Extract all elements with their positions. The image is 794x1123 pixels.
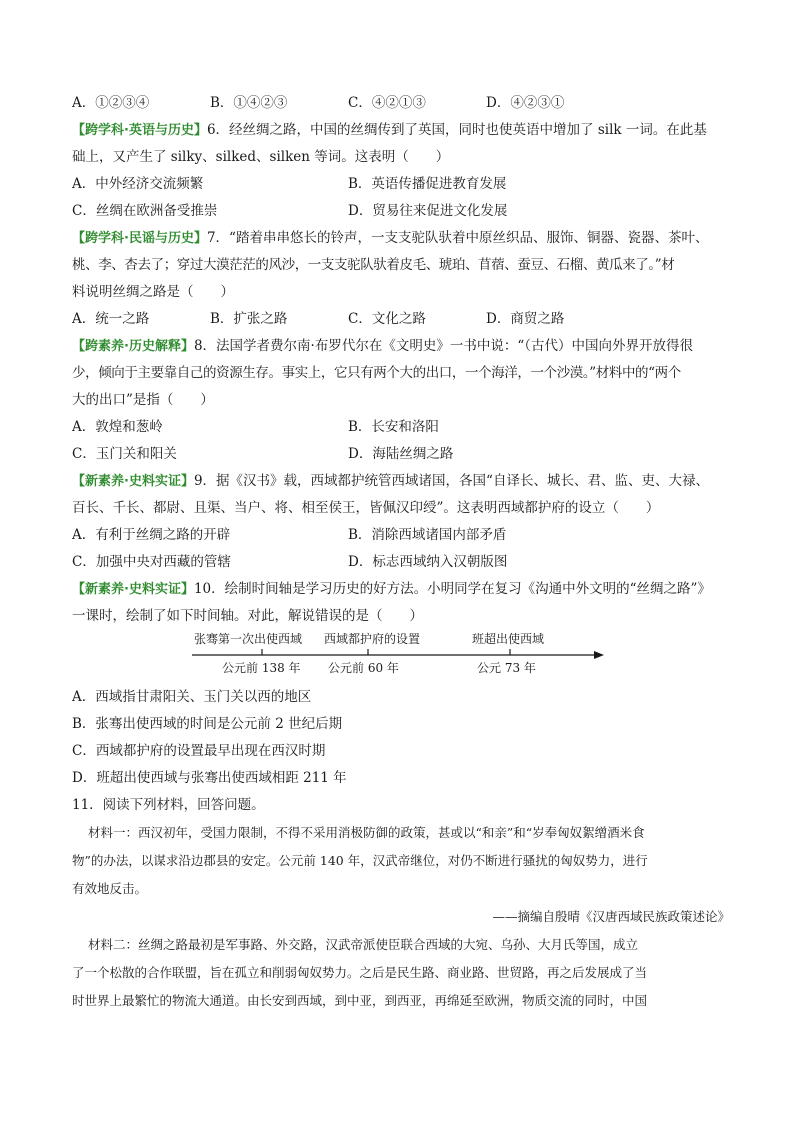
q7-option-a[interactable]: A．统一之路 bbox=[72, 311, 150, 327]
timeline-date-1: 公元前 138 年 bbox=[222, 661, 301, 675]
q8-option-a[interactable]: A．敦煌和葱岭 bbox=[72, 419, 163, 435]
q9-line1 bbox=[72, 468, 742, 495]
q8-line2: 少，倾向于主要靠自己的资源生存。事实上，它只有两个大的出口，一个海洋，一个沙漠。”材料中的“两个 bbox=[72, 365, 681, 381]
q11-stem: 11．阅读下列材料，回答问题。 bbox=[72, 797, 265, 813]
timeline-date-2: 公元前 60 年 bbox=[328, 661, 399, 675]
timeline-date-3: 公元 73 年 bbox=[477, 661, 536, 675]
q5-option-d[interactable]: D．④②③① bbox=[486, 95, 565, 111]
q6-options-row2 bbox=[72, 198, 742, 225]
q7-option-c[interactable]: C．文化之路 bbox=[348, 311, 426, 327]
q10-text: 10．绘制时间轴是学习历史的好方法。小明同学在复习《沟通中外文明的“丝绸之路”》 bbox=[193, 581, 711, 597]
q5-option-a[interactable]: A．①②③④ bbox=[72, 95, 150, 111]
q8-text: 8．法国学者费尔南·布罗代尔在《文明史》一书中说：“（古代）中国向外界开放得很 bbox=[193, 338, 693, 354]
q10-option-b[interactable]: B．张骞出使西域的时间是公元前 2 世纪后期 bbox=[72, 716, 343, 732]
timeline-event-3: 班超出使西域 bbox=[472, 632, 545, 646]
q5-options bbox=[72, 90, 742, 117]
q11-material-2 bbox=[72, 931, 742, 1015]
q6-tag: 【跨学科·英语与历史】 bbox=[72, 123, 207, 138]
q7-option-b[interactable]: B．扩张之路 bbox=[210, 311, 288, 327]
q9-option-b[interactable]: B．消除西域诸国内部矛盾 bbox=[348, 527, 507, 543]
q9-text: 9．据《汉书》载，西域都护统管西域诸国，各国“自译长、城长、君、监、吏、大禄、 bbox=[193, 473, 709, 489]
q10-option-a[interactable]: A．西域指甘肃阳关、玉门关以西的地区 bbox=[72, 689, 312, 705]
q9-option-d[interactable]: D．标志西域纳入汉朝版图 bbox=[348, 554, 508, 570]
q11-m1-line1: 材料一：西汉初年，受国力限制，不得不采用消极防御的政策，甚或以“和亲”和“岁奉匈奴絮缯酒米食 bbox=[88, 825, 645, 840]
timeline-event-2: 西域都护府的设置 bbox=[324, 632, 421, 646]
q10-option-c[interactable]: C．西域都护府的设置最早出现在西汉时期 bbox=[72, 743, 326, 759]
q6-option-b[interactable]: B．英语传播促进教育发展 bbox=[348, 176, 507, 192]
q6-options-row1 bbox=[72, 171, 742, 198]
q8-option-d[interactable]: D．海陆丝绸之路 bbox=[348, 446, 454, 462]
q7-text: 7．“踏着串串悠长的铃声，一支支驼队驮着中原丝织品、服饰、铜器、瓷器、茶叶、 bbox=[206, 230, 709, 246]
q7-line1 bbox=[72, 225, 742, 252]
q10-tag: 【新素养·史料实证】 bbox=[72, 582, 194, 597]
q9-options-row1 bbox=[72, 522, 742, 549]
timeline-event-1: 张骞第一次出使西域 bbox=[194, 632, 303, 646]
q6-option-a[interactable]: A．中外经济交流频繁 bbox=[72, 176, 204, 192]
q6-line1 bbox=[72, 117, 742, 144]
q11-m1-source: ——摘编自殷晴《汉唐西域民族政策述论》 bbox=[492, 909, 730, 924]
q8-tag: 【跨素养·历史解释】 bbox=[72, 339, 194, 354]
q9-line2: 百长、千长、都尉、且渠、当户、将、相至侯王，皆佩汉印绶”。这表明西域都护府的设立（ ） bbox=[72, 500, 660, 516]
q10-line2: 一课时，绘制了如下时间轴。对此，解说错误的是（ ） bbox=[72, 608, 423, 624]
q6-option-d[interactable]: D．贸易往来促进文化发展 bbox=[348, 203, 508, 219]
q11-m1-line3: 有效地反击。 bbox=[72, 881, 148, 896]
timeline bbox=[72, 632, 742, 682]
q9-options-row2 bbox=[72, 549, 742, 576]
q8-line1 bbox=[72, 333, 742, 360]
q8-options-row1 bbox=[72, 414, 742, 441]
q11-m2-line3: 时世界上最繁忙的物流大通道。由长安到西域，到中亚，到西亚，再绵延至欧洲，物质交流的同时，中国 bbox=[72, 993, 648, 1008]
q7-line2: 桃、李、杏去了；穿过大漠茫茫的风沙，一支支驼队驮着皮毛、琥珀、苜蓿、蚕豆、石榴、黄瓜来了。”材 bbox=[72, 257, 675, 273]
timeline-arrow-icon bbox=[594, 651, 604, 659]
q6-option-c[interactable]: C．丝绸在欧洲备受推崇 bbox=[72, 203, 218, 219]
q7-option-d[interactable]: D．商贸之路 bbox=[486, 311, 565, 327]
q9-option-c[interactable]: C．加强中央对西藏的管辖 bbox=[72, 554, 231, 570]
q7-options bbox=[72, 306, 742, 333]
q8-option-b[interactable]: B．长安和洛阳 bbox=[348, 419, 439, 435]
exam-page bbox=[72, 90, 742, 1015]
q7-tag: 【跨学科·民谣与历史】 bbox=[72, 231, 207, 246]
q9-tag: 【新素养·史料实证】 bbox=[72, 474, 194, 489]
q6-line2: 础上，又产生了 silky、silked、silken 等词。这表明（ ） bbox=[72, 149, 450, 165]
q5-option-c[interactable]: C．④②①③ bbox=[348, 95, 426, 111]
q11-material-1 bbox=[72, 819, 742, 903]
q8-line3: 大的出口”是指（ ） bbox=[72, 392, 214, 408]
q8-option-c[interactable]: C．玉门关和阳关 bbox=[72, 446, 177, 462]
q11-m2-line1: 材料二：丝绸之路最初是军事路、外交路，汉武帝派使臣联合西域的大宛、乌孙、大月氏等国，成立 bbox=[88, 937, 639, 952]
q9-option-a[interactable]: A．有利于丝绸之路的开辟 bbox=[72, 527, 231, 543]
q10-option-d[interactable]: D．班超出使西域与张骞出使西域相距 211 年 bbox=[72, 770, 347, 786]
q11-m2-line2: 了一个松散的合作联盟，旨在孤立和削弱匈奴势力。之后是民生路、商业路、世贸路，再之后发展成了当 bbox=[72, 965, 648, 980]
q6-text: 6．经丝绸之路，中国的丝绸传到了英国，同时也使英语中增加了 silk 一词。在此基 bbox=[206, 122, 707, 138]
q11-m1-line2: 物”的办法，以谋求沿边郡县的安定。公元前 140 年，汉武帝继位，对仍不断进行骚扰的匈奴势力，进行 bbox=[72, 853, 648, 868]
q5-option-b[interactable]: B．①④②③ bbox=[210, 95, 288, 111]
q10-line1 bbox=[72, 576, 742, 603]
q8-options-row2 bbox=[72, 441, 742, 468]
q7-line3: 料说明丝绸之路是（ ） bbox=[72, 284, 234, 300]
